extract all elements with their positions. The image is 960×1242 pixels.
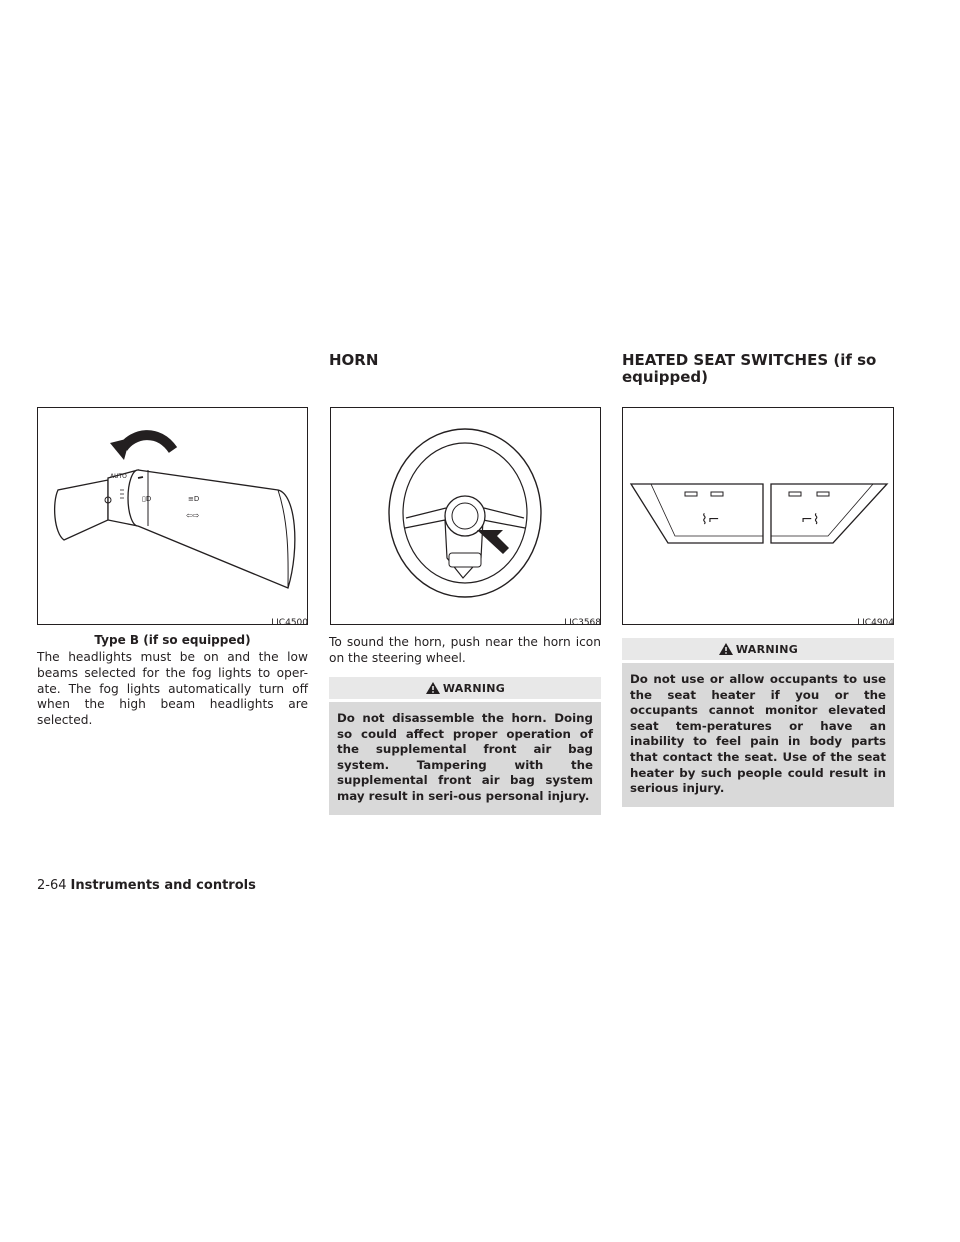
- fog-light-switch-figure: [37, 407, 308, 625]
- page-number: 2-64: [37, 878, 67, 893]
- seat-warning-title: WARNING: [735, 642, 799, 656]
- fig2-code: LIC3568: [564, 618, 601, 628]
- svg-text:▯D: ▯D: [142, 495, 152, 503]
- fog-light-paragraph: The headlights must be on and the low beams selected for the fog lights to oper-ate. The fog lights automatically turn off when the high beam headlights are selected.: [37, 650, 308, 728]
- svg-text:⌐⌇: ⌐⌇: [801, 512, 820, 528]
- auto-label: AUTO: [110, 473, 127, 480]
- steering-wheel-figure: [330, 407, 601, 625]
- fig1-code: LIC4500: [271, 618, 308, 628]
- section-title: Instruments and controls: [70, 878, 256, 893]
- steering-wheel-illustration: [331, 408, 601, 625]
- seat-warning-box: [622, 638, 894, 807]
- svg-text:⇦⇨: ⇦⇨: [186, 511, 200, 520]
- horn-warning-box: [329, 677, 601, 815]
- svg-text:≡D: ≡D: [188, 495, 200, 503]
- heated-seat-heading-line1: HEATED SEAT SWITCHES (if so: [622, 351, 877, 369]
- horn-heading: HORN: [329, 351, 379, 369]
- heated-seat-heading-line2: equipped): [622, 368, 708, 386]
- seat-warning-header: [622, 638, 894, 663]
- heated-seat-figure: [622, 407, 894, 625]
- horn-warning-text: Do not disassemble the horn. Doing so could affect proper operation of the supplemental front air bag system. Tampering with the supplemental front air bag system may result in seri-ous personal injury.: [329, 702, 601, 815]
- fig3-code: LIC4904: [857, 618, 894, 628]
- horn-paragraph: To sound the horn, push near the horn icon on the steering wheel.: [329, 635, 601, 665]
- horn-warning-header: [329, 677, 601, 702]
- svg-text:⌇⌐: ⌇⌐: [701, 512, 720, 528]
- seat-warning-text: Do not use or allow occupants to use the seat heater if you or the occupants cannot monitor elevated seat tem-peratures or have an inability to feel pain in body parts that contact the seat. Use of the seat heater by such people could result in serious injury.: [622, 663, 894, 807]
- warning-icon: [425, 681, 441, 695]
- fig1-caption: Type B (if so equipped): [94, 633, 251, 647]
- heated-seat-illustration: [623, 408, 894, 625]
- fog-light-lever-illustration: [38, 408, 308, 625]
- page-footer: [37, 878, 256, 893]
- horn-warning-title: WARNING: [442, 681, 506, 695]
- warning-icon: [718, 642, 734, 656]
- heated-seat-heading: [622, 352, 876, 386]
